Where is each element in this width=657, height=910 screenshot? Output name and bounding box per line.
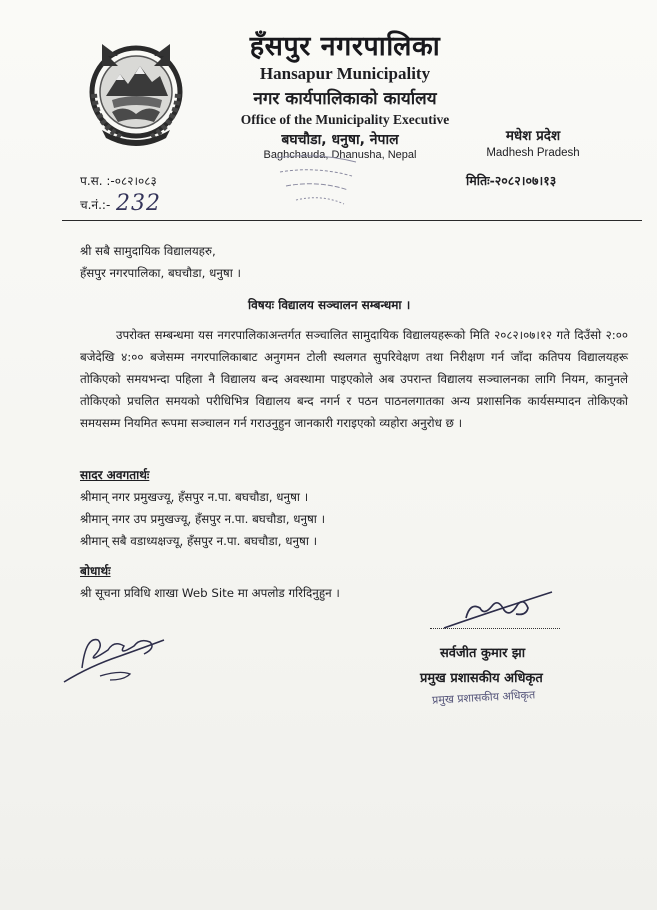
letter-subject: विषयः विद्यालय सञ्चालन सम्बन्धमा । <box>248 298 411 312</box>
nepal-emblem-icon <box>82 34 190 146</box>
dispatch-number-handwritten: 232 <box>116 191 161 216</box>
cc-heading: सादर अवगतार्थः <box>80 468 150 482</box>
signatory-name: सर्वजीत कुमार झा <box>440 646 526 661</box>
province-np: मधेश प्रदेश <box>505 128 561 144</box>
address-en: Baghchauda, Dhanusha, Nepal <box>263 149 417 161</box>
office-name-en: Office of the Municipality Executive <box>240 112 450 127</box>
official-seal: प्रमुख प्रशासकीय अधिकृत <box>431 688 536 707</box>
header-divider <box>62 220 642 221</box>
signature-line <box>430 628 560 629</box>
cc-item: श्रीमान् नगर उप प्रमुखज्यू, हँसपुर न.पा. बघचौडा, धनुषा । <box>80 512 326 526</box>
signatory-signature <box>440 588 560 632</box>
province-en: Madhesh Pradesh <box>486 147 580 159</box>
municipality-title-np: हँसपुर नगरपालिका <box>249 31 441 62</box>
signatory-title: प्रमुख प्रशासकीय अधिकृत <box>420 671 543 686</box>
address-np: बघचौडा, धनुषा, नेपाल <box>281 132 399 148</box>
fiscal-year-ref: प.स. :-०८२।०८३ <box>80 174 157 188</box>
dispatch-label: च.नं.:- <box>80 198 111 212</box>
info-heading: बोधार्थः <box>80 564 111 578</box>
letter-date: मितिः-२०८२।०७।१३ <box>466 173 557 188</box>
dispatch-stamp <box>256 150 376 210</box>
municipality-title-en: Hansapur Municipality <box>259 64 431 83</box>
info-item: श्री सूचना प्रविधि शाखा Web Site मा अपलोड गरिदिनुहुन । <box>80 586 340 600</box>
office-name-np: नगर कार्यपालिकाको कार्यालय <box>253 89 437 109</box>
addressee-line-1: श्री सबै सामुदायिक विद्यालयहरु, <box>80 244 216 258</box>
initial-signature <box>60 626 170 686</box>
addressee-line-2: हँसपुर नगरपालिका, बघचौडा, धनुषा । <box>80 266 241 280</box>
cc-item: श्रीमान् नगर प्रमुखज्यू, हँसपुर न.पा. बघचौडा, धनुषा । <box>80 490 309 504</box>
letter-body: उपरोक्त सम्बन्धमा यस नगरपालिकाअन्तर्गत सञ्चालित सामुदायिक विद्यालयहरूको मिति २०८२।०७।१२ गते दिउँसो २:०० बजेदेखि ४:०० बजेसम्म नगरपालिकाबाट अनुगमन टोली स्थलगत सुपरिवेक्षण तथा निरीक्षण गर्न जाँदा कतिपय विद्यालयहरू तोकिएको समयभन्दा पहिला नै विद्यालय बन्द अवस्थामा पाइएकोले अब उपरान्त विद्यालय सञ्चालनका लागि नियम, कानुनले तोकिएको प्रचलित समयको परीधिभित्र विद्यालय बन्द नगर्न र पठन पाठनलगातका अन्य प्रशासनिक कार्यसम्पादन तोकिएको समयसम्म नियमित रूपमा सञ्चालन गर्न गराउनुहुन जानकारी गराइएको व्यहोरा अनुरोध छ । <box>80 328 628 430</box>
cc-item: श्रीमान् सबै वडाध्यक्षज्यू, हँसपुर न.पा. बघचौडा, धनुषा । <box>80 534 318 548</box>
